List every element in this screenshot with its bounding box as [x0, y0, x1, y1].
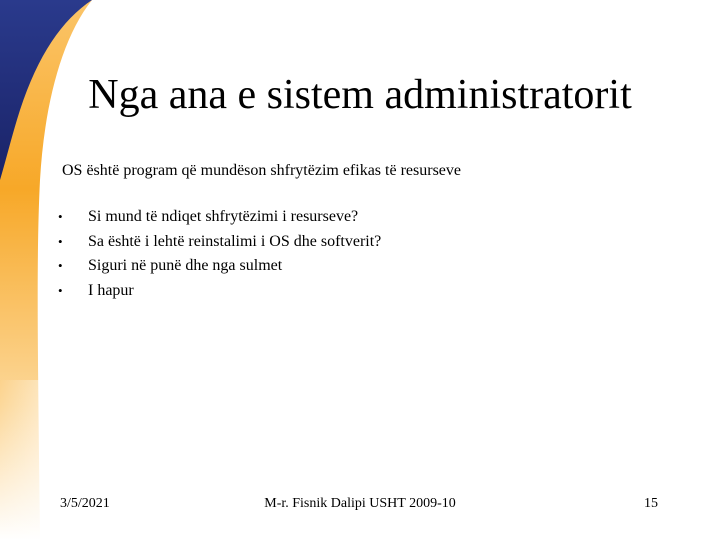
- footer-date: 3/5/2021: [60, 496, 110, 511]
- bullet-list: [58, 205, 381, 303]
- list-item: [58, 205, 381, 230]
- bullet-icon: •: [58, 233, 63, 249]
- slide-title: Nga ana e sistem administratorit: [88, 72, 632, 118]
- bullet-text: Sa është i lehtë reinstalimi i OS dhe softverit?: [88, 232, 382, 250]
- bullet-icon: •: [58, 209, 63, 224]
- list-item: [58, 254, 381, 279]
- footer-author: M-r. Fisnik Dalipi USHT 2009-10: [264, 496, 456, 511]
- bullet-icon: •: [58, 282, 63, 298]
- bullet-icon: •: [58, 258, 63, 273]
- list-item: [58, 230, 381, 255]
- list-item: [58, 279, 381, 304]
- page-number: 15: [644, 496, 658, 511]
- bullet-text: Si mund të ndiqet shfrytëzimi i resurseve?: [88, 208, 359, 225]
- bullet-text: Siguri në punë dhe nga sulmet: [88, 257, 283, 274]
- bullet-text: I hapur: [88, 281, 134, 299]
- intro-text: OS është program që mundëson shfrytëzim efikas të resurseve: [62, 162, 461, 179]
